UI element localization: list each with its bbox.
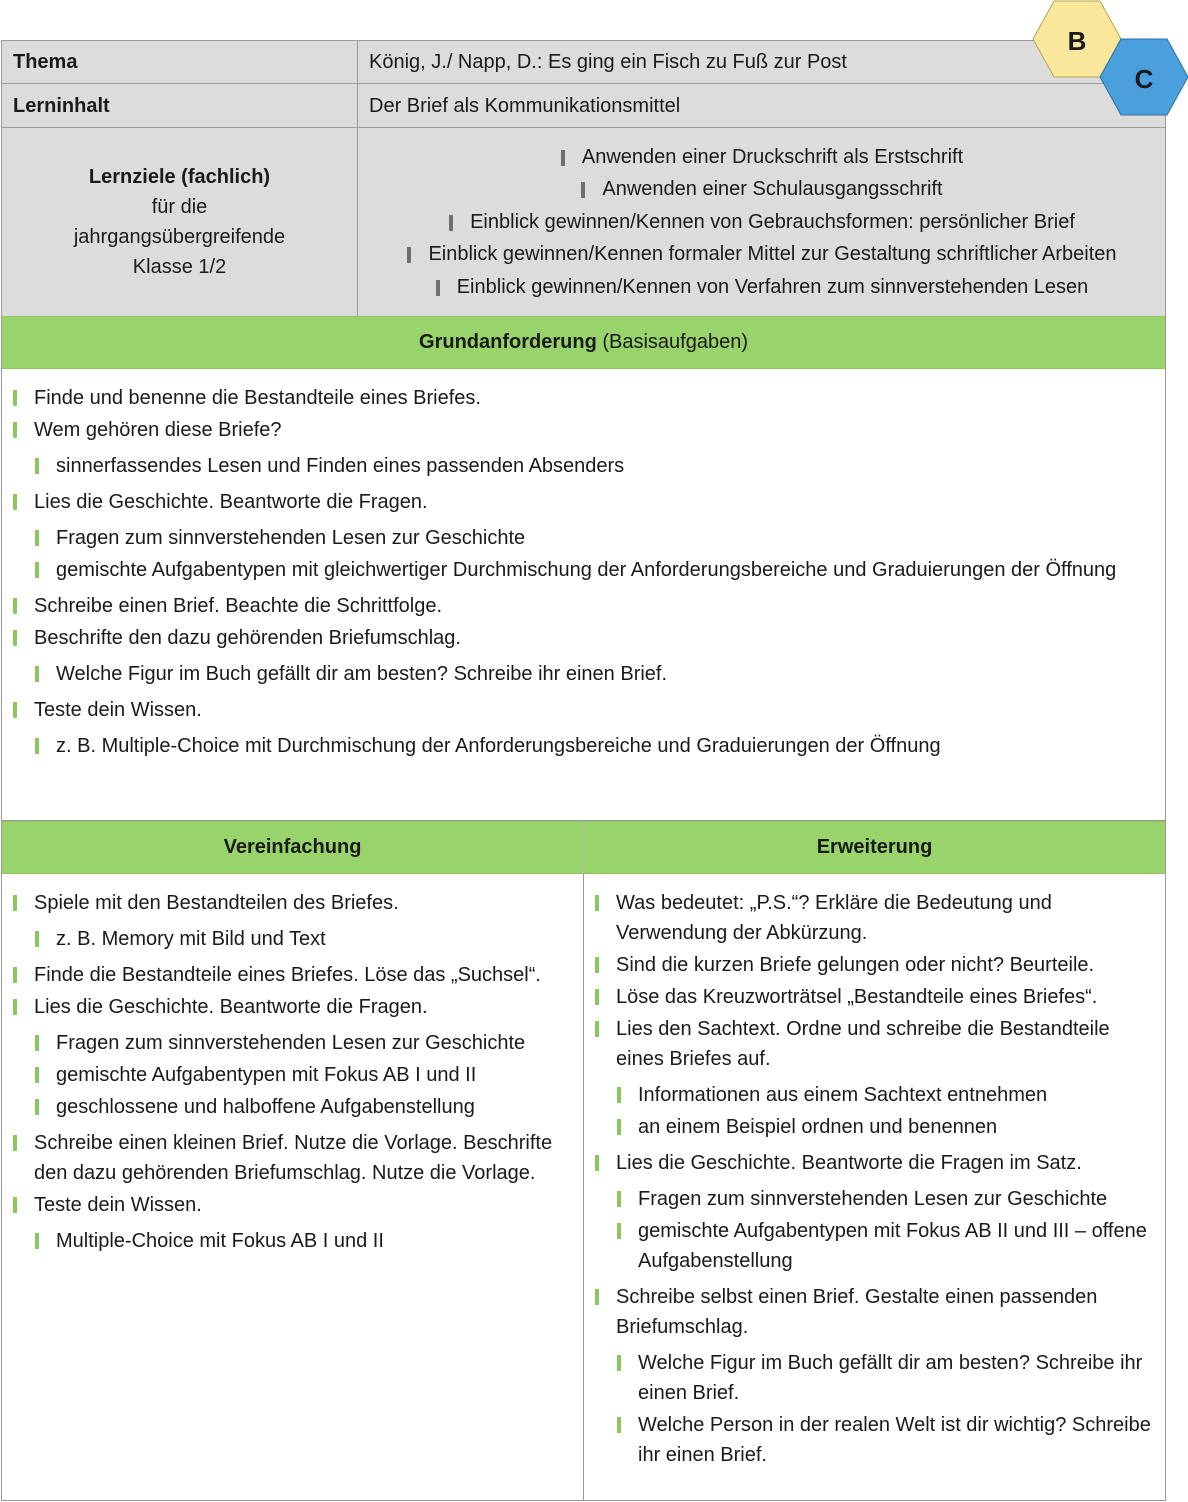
sub-list-item xyxy=(12,523,1155,553)
list-item-text xyxy=(12,487,1155,517)
lernziele-label-line: jahrgangsübergreifende xyxy=(73,226,286,248)
sub-item-text: Fragen zum sinnverstehenden Lesen zur Geschichte xyxy=(56,527,526,549)
bullet-bar-icon xyxy=(13,630,17,646)
list-item-text xyxy=(594,1282,1155,1342)
item-text: Schreibe einen Brief. Beachte die Schrittfolge. xyxy=(34,595,443,617)
sub-list-item xyxy=(594,1184,1155,1214)
bullet-bar-icon xyxy=(595,989,599,1005)
sub-item-text: Fragen zum sinnverstehenden Lesen zur Geschichte xyxy=(56,1032,526,1054)
sub-item-text: Multiple-Choice mit Fokus AB I und II xyxy=(56,1230,384,1252)
sub-item-text: z. B. Multiple-Choice mit Durchmischung der Anforderungsbereiche und Graduierungen der Öffnung xyxy=(56,735,941,757)
sub-item-text: an einem Beispiel ordnen und benennen xyxy=(638,1116,998,1138)
erweiterung-title: Erweiterung xyxy=(816,836,933,858)
grundanforderung-header xyxy=(2,316,1165,369)
item-text: Was bedeutet: „P.S.“? Erkläre die Bedeutung und Verwendung der Abkürzung. xyxy=(616,892,1052,944)
bullet-bar-icon xyxy=(13,702,17,718)
list-item-text xyxy=(12,695,1155,725)
lerninhalt-label-text: Lerninhalt xyxy=(13,94,110,117)
bullet-bar-icon xyxy=(617,1223,621,1239)
list-item xyxy=(12,487,1155,585)
bullet-bar-icon xyxy=(617,1417,621,1433)
sub-list-item xyxy=(12,451,1155,481)
thema-label xyxy=(2,41,358,83)
list-item xyxy=(12,992,573,1122)
bullet-bar-icon xyxy=(35,1035,39,1051)
bullet-bar-icon xyxy=(13,422,17,438)
bullet-bar-icon xyxy=(35,458,39,474)
sub-item-text: Fragen zum sinnverstehenden Lesen zur Geschichte xyxy=(638,1188,1108,1210)
list-item-text xyxy=(594,1148,1155,1178)
sub-list-item xyxy=(12,924,573,954)
sub-list-item xyxy=(12,1060,573,1090)
list-item xyxy=(12,888,573,954)
sub-item-text: gemischte Aufgabentypen mit Fokus AB I und II xyxy=(56,1064,477,1086)
sub-list xyxy=(12,523,1155,585)
sub-item-text: geschlossene und halboffene Aufgabenstellung xyxy=(56,1096,475,1118)
bullet-bar-icon xyxy=(35,562,39,578)
item-text: Finde und benenne die Bestandteile eines Briefes. xyxy=(34,387,481,409)
badge-c-letter: C xyxy=(1134,64,1154,94)
list-item-text xyxy=(12,888,573,918)
lernziel-item xyxy=(580,173,942,206)
bullet-bar-icon xyxy=(617,1087,621,1103)
sub-list xyxy=(12,1028,573,1122)
bullet-bar-icon xyxy=(35,1233,39,1249)
item-text: Schreibe selbst einen Brief. Gestalte einen passenden Briefumschlag. xyxy=(616,1286,1098,1338)
grundanforderung-list xyxy=(2,369,1165,821)
thema-label-text: Thema xyxy=(13,51,78,73)
thema-row xyxy=(2,41,1165,84)
list-item-text xyxy=(12,591,1155,621)
thema-value: König, J./ Napp, D.: Es ging ein Fisch zu Fuß zur Post xyxy=(369,51,847,73)
bullet-bar-icon xyxy=(595,957,599,973)
sub-list xyxy=(12,924,573,954)
list-item xyxy=(12,591,1155,621)
sub-list xyxy=(594,1080,1155,1142)
bullet-bar-icon xyxy=(13,1197,17,1213)
list-item xyxy=(12,415,1155,481)
list-item xyxy=(594,982,1155,1012)
list-item-text xyxy=(12,992,573,1022)
sub-list-item xyxy=(12,731,1155,761)
item-text: Schreibe einen kleinen Brief. Nutze die Vorlage. Beschrifte den dazu gehörenden Briefumschlag. Nutze die Vorlage. xyxy=(34,1132,553,1184)
bullet-bar-icon xyxy=(35,738,39,754)
bullet-bar-icon xyxy=(595,1155,599,1171)
list-item xyxy=(12,383,1155,413)
bullet-bar-icon xyxy=(13,1135,17,1151)
bullet-bar-icon xyxy=(13,494,17,510)
list-item-text xyxy=(12,383,1155,413)
lernziel-item xyxy=(448,206,1075,239)
item-text: Lies die Geschichte. Beantworte die Fragen. xyxy=(34,491,428,513)
sub-list-item xyxy=(12,1092,573,1122)
sub-item-text: gemischte Aufgabentypen mit Fokus AB II und III – offene Aufgabenstellung xyxy=(638,1220,1147,1272)
sub-item-text: Welche Figur im Buch gefällt dir am besten? Schreibe ihr einen Brief. xyxy=(56,663,668,685)
sub-list xyxy=(12,659,1155,689)
bullet-bar-icon xyxy=(35,1067,39,1083)
lerninhalt-label xyxy=(2,84,358,127)
erweiterung-header xyxy=(584,821,1165,874)
item-text: Wem gehören diese Briefe? xyxy=(34,419,282,441)
bullet-bar-icon xyxy=(449,215,453,231)
list-item-text xyxy=(12,1128,573,1188)
sub-list-item xyxy=(12,659,1155,689)
bullet-bar-icon xyxy=(13,598,17,614)
sub-list-item xyxy=(594,1080,1155,1110)
grundanforderung-subtitle: (Basisaufgaben) xyxy=(596,331,748,353)
bullet-bar-icon xyxy=(35,666,39,682)
sub-list-item xyxy=(12,1226,573,1256)
list-item xyxy=(12,1190,573,1256)
sub-item-text: Informationen aus einem Sachtext entnehmen xyxy=(638,1084,1048,1106)
lernziel-item xyxy=(560,141,963,174)
lernziele-label-line: für die xyxy=(151,196,208,218)
list-item-text xyxy=(594,888,1155,948)
lernziele-list xyxy=(358,128,1165,316)
sub-item-text: sinnerfassendes Lesen und Finden eines passenden Absenders xyxy=(56,455,625,477)
item-text: Lies die Geschichte. Beantworte die Fragen. xyxy=(34,996,428,1018)
bullet-bar-icon xyxy=(35,931,39,947)
overview-table xyxy=(1,40,1166,1501)
item-text: Sind die kurzen Briefe gelungen oder nicht? Beurteile. xyxy=(616,954,1095,976)
sub-list-item xyxy=(12,1028,573,1058)
item-text: Teste dein Wissen. xyxy=(34,699,202,721)
sub-list xyxy=(12,1226,573,1256)
list-item xyxy=(12,623,1155,689)
lernziel-text: Anwenden einer Schulausgangsschrift xyxy=(602,178,943,201)
item-text: Beschrifte den dazu gehörenden Briefumschlag. xyxy=(34,627,461,649)
bullet-bar-icon xyxy=(595,1021,599,1037)
badge-b-letter: B xyxy=(1067,26,1087,56)
list-item xyxy=(12,1128,573,1188)
lerninhalt-row xyxy=(2,84,1165,128)
lerninhalt-value: Der Brief als Kommunikationsmittel xyxy=(369,94,681,117)
vereinfachung-header xyxy=(2,821,584,874)
item-text: Finde die Bestandteile eines Briefes. Löse das „Suchsel“. xyxy=(34,964,541,986)
list-item xyxy=(594,888,1155,948)
lernziel-text: Anwenden einer Druckschrift als Erstschrift xyxy=(581,145,964,168)
lernziele-label xyxy=(2,128,358,316)
list-item xyxy=(12,695,1155,761)
bullet-bar-icon xyxy=(436,280,440,296)
sub-list-item xyxy=(594,1112,1155,1142)
badge-c-hexagon xyxy=(1099,38,1188,116)
item-text: Lies die Geschichte. Beantworte die Fragen im Satz. xyxy=(616,1152,1082,1174)
bullet-bar-icon xyxy=(35,1099,39,1115)
lernziel-item xyxy=(406,238,1116,271)
bullet-bar-icon xyxy=(617,1355,621,1371)
sub-list xyxy=(12,451,1155,481)
list-item-text xyxy=(594,982,1155,1012)
bullet-bar-icon xyxy=(13,390,17,406)
bullet-bar-icon xyxy=(35,530,39,546)
sub-item-text: gemischte Aufgabentypen mit gleichwertiger Durchmischung der Anforderungsbereiche und Graduierungen der Öffnung xyxy=(56,559,1117,581)
bullet-bar-icon xyxy=(13,895,17,911)
sub-item-text: Welche Person in der realen Welt ist dir wichtig? Schreibe ihr einen Brief. xyxy=(638,1414,1151,1466)
sub-list-item xyxy=(12,555,1155,585)
list-item-text xyxy=(594,1014,1155,1074)
bullet-bar-icon xyxy=(595,895,599,911)
list-item xyxy=(12,960,573,990)
lernziel-item xyxy=(435,271,1089,304)
sub-item-text: z. B. Memory mit Bild und Text xyxy=(56,928,326,950)
bullet-bar-icon xyxy=(617,1191,621,1207)
sub-list-item xyxy=(594,1348,1155,1408)
lernziele-label-bold: Lernziele (fachlich) xyxy=(88,166,271,188)
list-item-text xyxy=(12,415,1155,445)
item-text: Lies den Sachtext. Ordne und schreibe die Bestandteile eines Briefes auf. xyxy=(616,1018,1110,1070)
lernziel-text: Einblick gewinnen/Kennen von Gebrauchsformen: persönlicher Brief xyxy=(470,210,1075,233)
list-item-text xyxy=(12,960,573,990)
sub-list-item xyxy=(594,1410,1155,1470)
item-text: Spiele mit den Bestandteilen des Briefes. xyxy=(34,892,399,914)
list-item-text xyxy=(594,950,1155,980)
lernziel-text: Einblick gewinnen/Kennen formaler Mittel zur Gestaltung schriftlicher Arbeiten xyxy=(428,243,1117,266)
bullet-bar-icon xyxy=(407,247,411,263)
sub-item-text: Welche Figur im Buch gefällt dir am besten? Schreibe ihr einen Brief. xyxy=(638,1352,1143,1404)
lernziel-text: Einblick gewinnen/Kennen von Verfahren zum sinnverstehenden Lesen xyxy=(456,275,1089,298)
lernziele-label-line: Klasse 1/2 xyxy=(132,256,227,278)
bullet-bar-icon xyxy=(561,150,565,166)
sub-list xyxy=(594,1184,1155,1276)
item-text: Löse das Kreuzworträtsel „Bestandteile eines Briefes“. xyxy=(616,986,1098,1008)
sub-list xyxy=(12,731,1155,761)
list-item xyxy=(594,950,1155,980)
list-item-text xyxy=(12,623,1155,653)
lernziele-row xyxy=(2,128,1165,316)
sub-list xyxy=(594,1348,1155,1470)
erweiterung-list xyxy=(584,874,1165,1500)
columns-header xyxy=(2,821,1165,874)
bullet-bar-icon xyxy=(617,1119,621,1135)
bullet-bar-icon xyxy=(581,182,585,198)
item-text: Teste dein Wissen. xyxy=(34,1194,202,1216)
vereinfachung-title: Vereinfachung xyxy=(223,836,362,858)
list-item xyxy=(594,1282,1155,1470)
list-item xyxy=(594,1148,1155,1276)
vereinfachung-list xyxy=(2,874,584,1500)
bullet-bar-icon xyxy=(595,1289,599,1305)
grundanforderung-title: Grundanforderung xyxy=(419,331,597,353)
list-item-text xyxy=(12,1190,573,1220)
bullet-bar-icon xyxy=(13,967,17,983)
list-item xyxy=(594,1014,1155,1142)
bullet-bar-icon xyxy=(13,999,17,1015)
sub-list-item xyxy=(594,1216,1155,1276)
columns xyxy=(2,874,1165,1500)
